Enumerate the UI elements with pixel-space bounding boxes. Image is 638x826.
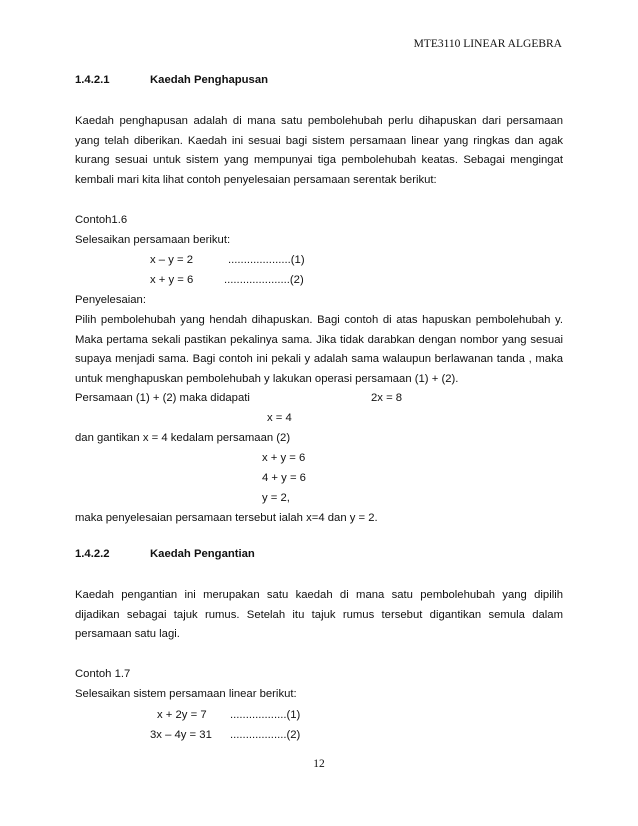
example-title: Contoh 1.7: [75, 668, 131, 680]
equation-2-ref: ..................(2): [230, 729, 301, 741]
substitute-text: dan gantikan x = 4 kedalam persamaan (2): [75, 432, 291, 444]
conclusion-text: maka penyelesaian persamaan tersebut ialah x=4 dan y = 2.: [75, 512, 378, 524]
section-number: 1.4.2.1: [75, 74, 110, 86]
section-intro-paragraph: Kaedah pengantian ini merupakan satu kaedah di mana satu pembolehubah yang dipilih dijadikan sebagai tajuk rumus. Setelah itu tajuk rumus tersebut digantikan semula dalam persamaan satu lagi.: [75, 589, 563, 641]
step-text: Persamaan (1) + (2) maka didapati: [75, 392, 250, 404]
example-instruction: Selesaikan persamaan berikut:: [75, 234, 231, 246]
section-intro-paragraph: Kaedah penghapusan adalah di mana satu pembolehubah perlu dihapuskan dari persamaan yang telah diberikan. Kaedah ini sesuai bagi sistem persamaan linear yang ringkas dan agak kurang sesuai untuk sistem yang mempunyai tiga pembolehubah keatas. Sebagai mengingat kembali mari kita lihat contoh penyelesaian persamaan serentak berikut:: [75, 115, 563, 186]
step-equation: 2x = 8: [371, 392, 403, 404]
equation-1-ref: ....................(1): [228, 254, 305, 266]
section-title: Kaedah Pengantian: [150, 548, 255, 560]
equation-1: x – y = 2: [150, 254, 194, 266]
section-number: 1.4.2.2: [75, 548, 110, 560]
example-title: Contoh1.6: [75, 214, 128, 226]
page-header: MTE3110 LINEAR ALGEBRA: [413, 38, 562, 50]
page-number: 12: [313, 758, 325, 770]
solution-label: Penyelesaian:: [75, 294, 146, 306]
equation-1: x + 2y = 7: [157, 709, 207, 721]
substitution-line-1: x + y = 6: [262, 452, 306, 464]
step-result: x = 4: [267, 412, 292, 424]
substitution-line-3: y = 2,: [262, 492, 290, 504]
equation-2-ref: .....................(2): [224, 274, 304, 286]
equation-2: x + y = 6: [150, 274, 194, 286]
section-title: Kaedah Penghapusan: [150, 74, 269, 86]
example-instruction: Selesaikan sistem persamaan linear berikut:: [75, 688, 297, 700]
equation-2: 3x – 4y = 31: [150, 729, 212, 741]
equation-1-ref: ..................(1): [230, 709, 301, 721]
substitution-line-2: 4 + y = 6: [262, 472, 306, 484]
solution-paragraph: Pilih pembolehubah yang hendah dihapuskan. Bagi contoh di atas hapuskan pembolehubah y. Maka pertama sekali pastikan pekalinya sama. Jika tidak darabkan dengan nombor yang sesuai supaya menjadi sama. Bagi contoh ini pekali y adalah sama walaupun berlawanan tanda , maka untuk menghapuskan pembolehubah y lakukan operasi persamaan (1) + (2).: [75, 314, 563, 385]
